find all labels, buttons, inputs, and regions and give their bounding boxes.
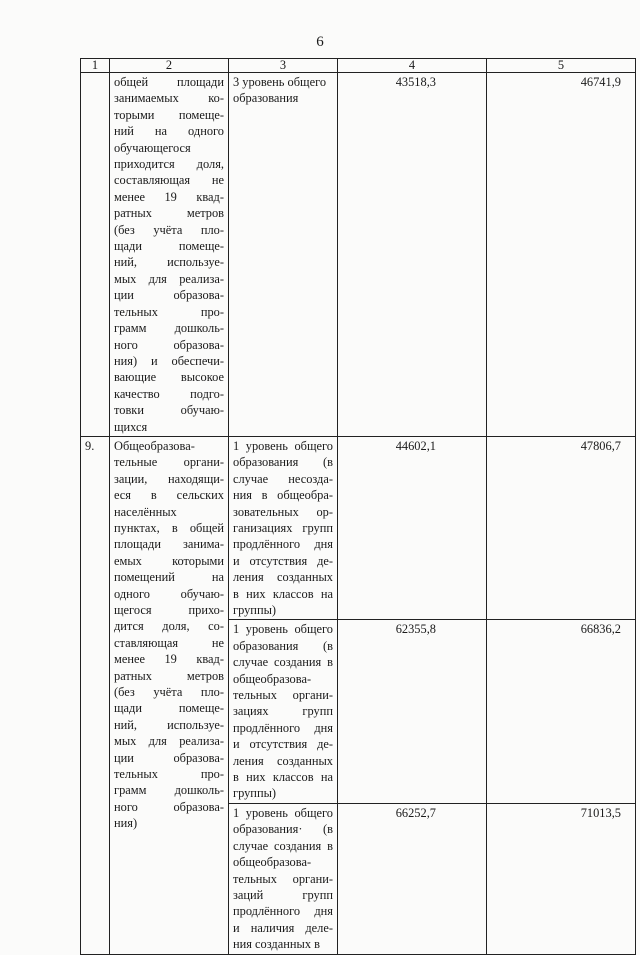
text-line: ганизациях групп <box>233 520 333 535</box>
category-cell <box>110 436 229 954</box>
row-number-cell: 9. <box>81 436 110 954</box>
text-line: дится доля, со- <box>114 619 224 634</box>
text-line: зовательных ор- <box>233 504 333 519</box>
category-text <box>114 438 224 832</box>
text-line: тельных органи- <box>233 688 333 703</box>
category-text <box>114 74 224 435</box>
header-col-2: 2 <box>110 59 229 73</box>
value-2025-cell: 66836,2 <box>487 620 636 803</box>
text-line: ления созданных <box>233 570 333 585</box>
header-col-4: 4 <box>338 59 487 73</box>
text-line: Общеобразова- <box>114 438 195 453</box>
text-line: ний, используе- <box>114 717 224 732</box>
text-line: помещений на <box>114 570 224 585</box>
text-line: ния) и обеспечи- <box>114 353 224 368</box>
text-line: населённых <box>114 504 177 519</box>
text-line: ставляющая не <box>114 635 224 650</box>
text-line: грамм дошколь- <box>114 321 224 336</box>
education-level-cell <box>229 620 338 803</box>
text-line: 3 уровень общего <box>233 75 327 89</box>
text-line: менее 19 квад- <box>114 652 224 667</box>
text-line: ний на одного <box>114 124 224 139</box>
allocation-table <box>80 58 636 955</box>
text-line: ного образова- <box>114 337 224 352</box>
text-line: образования· (в <box>233 822 333 837</box>
text-line: образования (в <box>233 638 333 653</box>
text-line: образования (в <box>233 455 333 470</box>
text-line: общеобразова- <box>233 671 312 686</box>
text-line: щегося прихо- <box>114 603 224 617</box>
text-line: одного обучаю- <box>114 586 224 601</box>
value-2025-cell: 46741,9 <box>487 73 636 437</box>
text-line: зации, находящи- <box>114 471 224 486</box>
text-line: тельные органи- <box>114 455 224 470</box>
education-level-cell <box>229 803 338 954</box>
text-line: составляющая не <box>114 173 224 188</box>
text-line: ного образова- <box>114 799 224 814</box>
table-row-prev <box>81 73 636 437</box>
text-line: ления созданных <box>233 753 333 768</box>
text-line: щихся <box>114 419 148 434</box>
category-cell <box>110 73 229 437</box>
text-line: ратных метров <box>114 668 224 683</box>
text-line: продлённого дня <box>233 904 333 919</box>
text-line: общеобразова- <box>233 855 312 870</box>
text-line: тельных про- <box>114 767 224 782</box>
text-line: продлённого дня <box>233 537 333 552</box>
text-line: (без учёта пло- <box>114 222 224 237</box>
education-level-cell <box>229 436 338 619</box>
text-line: менее 19 квад- <box>114 189 224 204</box>
text-line: грамм дошколь- <box>114 783 224 798</box>
value-2025-cell: 47806,7 <box>487 436 636 619</box>
text-line: площади занима- <box>114 537 224 552</box>
text-line: продлённого дня <box>233 720 333 735</box>
text-line: ний, используе- <box>114 255 224 270</box>
text-line: заций групп <box>233 887 333 902</box>
education-level-text <box>233 74 333 107</box>
text-line: и отсутствия де- <box>233 553 333 568</box>
value-2024-cell: 44602,1 <box>338 436 487 619</box>
text-line: тельных органи- <box>233 871 333 886</box>
page-number: 6 <box>316 34 324 50</box>
header-col-5: 5 <box>487 59 636 73</box>
table-header-row <box>81 59 636 73</box>
text-line: мых для реализа- <box>114 271 224 286</box>
text-line: занимаемых ко- <box>114 91 224 106</box>
value-2024-cell: 66252,7 <box>338 803 487 954</box>
text-line: приходится доля, <box>114 157 224 172</box>
text-line: качество подго- <box>114 386 224 401</box>
text-line: пунктах, в общей <box>114 520 224 535</box>
text-line: ции образова- <box>114 750 224 765</box>
header-col-3: 3 <box>229 59 338 73</box>
value-2025-cell: 71013,5 <box>487 803 636 954</box>
text-line: образования <box>233 91 299 106</box>
text-line: в них классов на <box>233 586 333 601</box>
text-line: случае создания в <box>233 838 333 853</box>
text-line: случае создания в <box>233 655 333 670</box>
text-line: ратных метров <box>114 206 224 221</box>
text-line: и наличия деле- <box>233 920 333 935</box>
text-line: ния созданных в <box>233 937 320 952</box>
table-row-9a <box>81 436 636 619</box>
text-line: тельных про- <box>114 304 224 319</box>
text-line: товки обучаю- <box>114 403 224 418</box>
text-line: обучающегося <box>114 140 191 155</box>
text-line: вающие высокое <box>114 370 224 385</box>
text-line: еся в сельских <box>114 488 224 503</box>
text-line: щади помеще- <box>114 701 224 716</box>
text-line: 1 уровень общего <box>233 622 333 637</box>
row-number-cell <box>81 73 110 437</box>
text-line: мых для реализа- <box>114 734 224 749</box>
education-level-text <box>233 438 333 618</box>
value-2024-cell: 62355,8 <box>338 620 487 803</box>
education-level-text <box>233 805 333 953</box>
text-line: группы) <box>233 786 277 801</box>
education-level-cell <box>229 73 338 437</box>
text-line: ции образова- <box>114 288 224 303</box>
education-level-text <box>233 621 333 801</box>
text-line: щади помеще- <box>114 239 224 254</box>
text-line: зациях групп <box>233 704 333 719</box>
text-line: 1 уровень общего <box>233 438 333 453</box>
text-line: торыми помеще- <box>114 107 224 122</box>
text-line: общей площади <box>114 75 224 89</box>
text-line: группы) <box>233 603 277 617</box>
text-line: и отсутствия де- <box>233 737 333 752</box>
text-line: 1 уровень общего <box>233 805 333 820</box>
header-col-1: 1 <box>81 59 110 73</box>
text-line: случае несозда- <box>233 471 333 486</box>
text-line: ния в общеобра- <box>233 488 333 503</box>
text-line: емых которыми <box>114 553 224 568</box>
text-line: ния) <box>114 816 138 831</box>
value-2024-cell: 43518,3 <box>338 73 487 437</box>
text-line: (без учёта пло- <box>114 685 224 700</box>
text-line: в них классов на <box>233 770 333 785</box>
